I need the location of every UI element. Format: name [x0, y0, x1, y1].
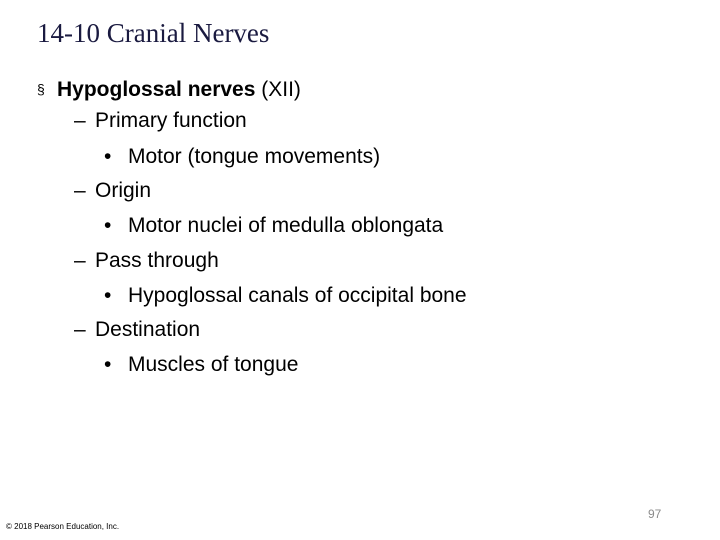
sub-bullet-pass-through: [74, 249, 219, 273]
sub-bullet-label: Origin: [95, 179, 152, 202]
dash-marker-icon: –: [74, 318, 86, 341]
dash-marker-icon: –: [74, 179, 86, 202]
dot-marker-icon: •: [104, 284, 112, 307]
heading-bold-text: Hypoglossal nerves: [57, 78, 256, 101]
detail-bullet-text: Motor nuclei of medulla oblongata: [128, 214, 444, 237]
page-number: 97: [648, 507, 662, 521]
dot-marker-icon: •: [104, 214, 112, 237]
dot-marker-icon: •: [104, 353, 112, 376]
copyright-notice: © 2018 Pearson Education, Inc.: [6, 522, 120, 531]
slide-title: 14-10 Cranial Nerves: [37, 18, 270, 48]
detail-bullet-pass-through: [104, 284, 467, 308]
detail-bullet-text: Muscles of tongue: [128, 353, 299, 376]
detail-bullet-text: Hypoglossal canals of occipital bone: [128, 284, 467, 307]
detail-bullet-origin: [104, 214, 443, 238]
sub-bullet-origin: [74, 179, 151, 203]
sub-bullet-destination: [74, 318, 200, 342]
detail-bullet-text: Motor (tongue movements): [128, 145, 381, 168]
dot-marker-icon: •: [104, 145, 112, 168]
detail-bullet-primary-function: [104, 145, 380, 169]
heading-bullet: [37, 77, 301, 102]
sub-bullet-label: Destination: [95, 318, 201, 341]
section-marker-icon: §: [37, 81, 45, 97]
detail-bullet-destination: [104, 353, 298, 377]
sub-bullet-label: Pass through: [95, 249, 219, 272]
sub-bullet-label: Primary function: [95, 109, 247, 132]
dash-marker-icon: –: [74, 249, 86, 272]
dash-marker-icon: –: [74, 109, 86, 132]
heading-plain-text: (XII): [255, 78, 301, 101]
sub-bullet-primary-function: [74, 109, 247, 133]
